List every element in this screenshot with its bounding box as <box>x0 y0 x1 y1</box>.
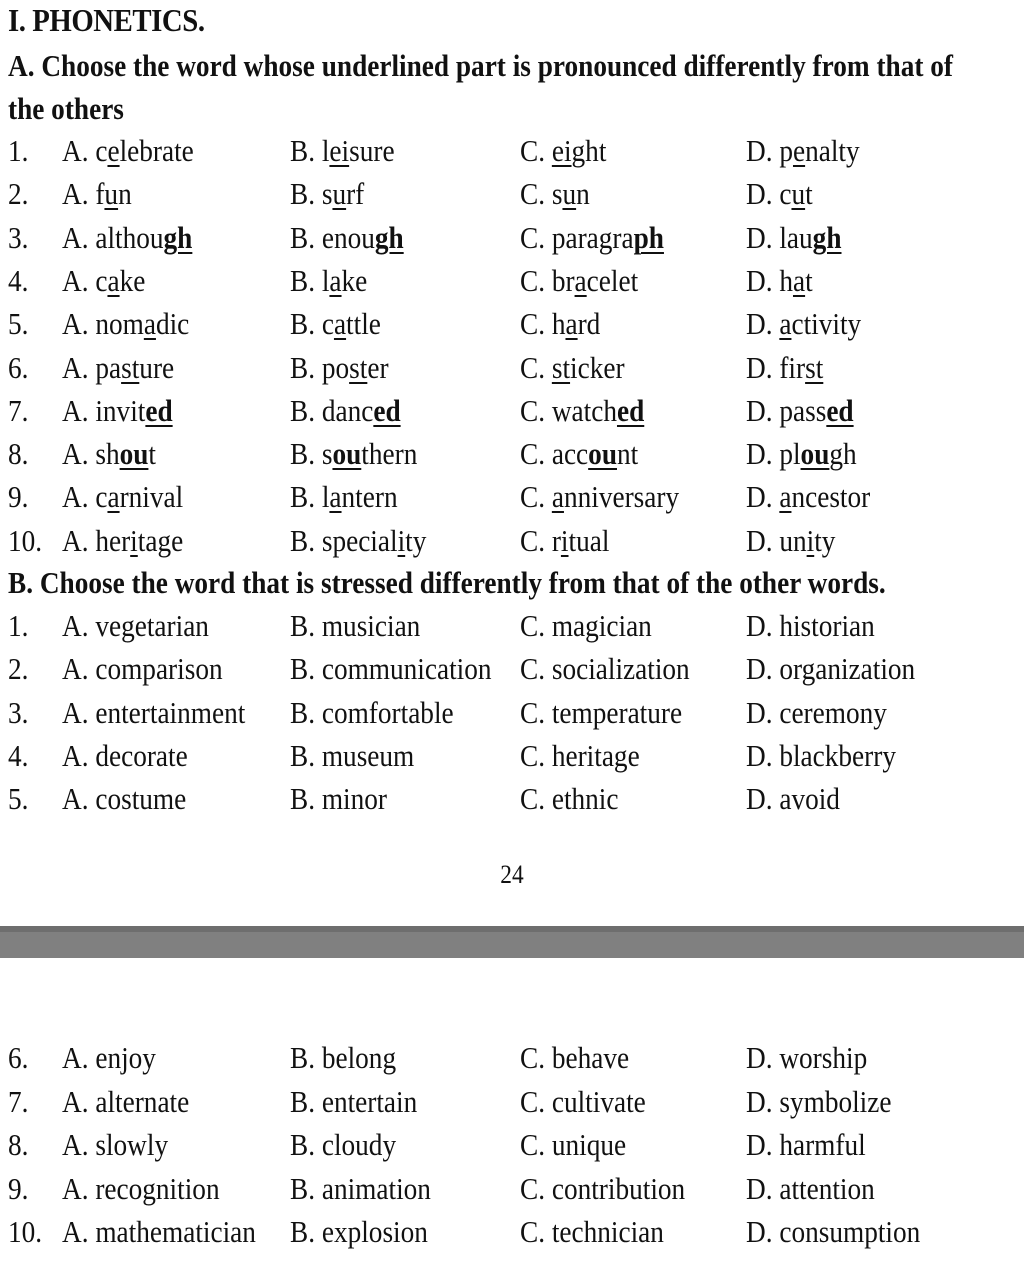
underlined-part: gh <box>812 219 842 255</box>
underlined-part: i <box>560 522 569 558</box>
answer-option: C. cultivate <box>520 1083 646 1119</box>
answer-option: B. cattle <box>290 306 381 342</box>
question-row <box>0 1211 1024 1253</box>
answer-option: C. bracelet <box>520 262 639 298</box>
question-number: 9. <box>8 1170 29 1206</box>
underlined-part: a <box>792 262 806 298</box>
answer-option: C. technician <box>520 1214 664 1250</box>
question-row <box>0 520 1024 562</box>
underlined-part: ou <box>332 436 362 472</box>
page-divider <box>0 926 1024 958</box>
answer-option: C. behave <box>520 1040 630 1075</box>
answer-option: C. socialization <box>520 651 690 687</box>
answer-option: C. sticker <box>520 349 625 385</box>
question-number: 6. <box>8 349 29 385</box>
answer-option: D. harmful <box>746 1127 866 1163</box>
answer-option: C. magician <box>520 608 652 643</box>
answer-option: D. first <box>746 349 824 385</box>
question-number: 5. <box>8 306 29 342</box>
answer-option: C. anniversary <box>520 479 680 515</box>
answer-option: C. ritual <box>520 522 610 558</box>
underlined-part: a <box>574 262 587 298</box>
underlined-part: ou <box>588 436 617 472</box>
underlined-part: e <box>792 133 806 168</box>
underlined-part: a <box>779 479 792 515</box>
underlined-part: ou <box>800 436 830 472</box>
question-number: 6. <box>8 1040 29 1075</box>
answer-option: A. celebrate <box>62 133 194 168</box>
answer-option: D. plough <box>746 436 857 472</box>
question-row <box>0 648 1024 690</box>
question-row <box>0 173 1024 215</box>
question-number: 9. <box>8 479 29 515</box>
answer-option: C. contribution <box>520 1170 686 1206</box>
question-number: 2. <box>8 176 29 212</box>
answer-option: D. attention <box>746 1170 875 1206</box>
answer-option: B. musician <box>290 608 421 643</box>
underlined-part: gh <box>163 219 193 255</box>
underlined-part: st <box>551 349 571 385</box>
answer-option: B. explosion <box>290 1214 428 1250</box>
answer-option: D. symbolize <box>746 1083 892 1119</box>
answer-option: B. speciality <box>290 522 427 558</box>
underlined-part: a <box>551 479 564 515</box>
answer-option: B. communication <box>290 651 492 687</box>
answer-option: C. sun <box>520 176 590 212</box>
answer-option: B. museum <box>290 737 415 773</box>
underlined-part: a <box>107 479 120 515</box>
underlined-part: i <box>397 522 406 558</box>
answer-option: A. shout <box>62 436 157 472</box>
question-row <box>0 260 1024 302</box>
underlined-part: a <box>565 306 578 342</box>
question-row <box>0 605 1024 647</box>
answer-option: D. activity <box>746 306 862 342</box>
section-title: I. PHONETICS. <box>8 2 205 38</box>
answer-option: C. watched <box>520 392 645 428</box>
answer-option: B. southern <box>290 436 418 472</box>
question-row <box>0 1168 1024 1210</box>
answer-option: A. heritage <box>62 522 184 558</box>
question-number: 3. <box>8 219 29 255</box>
answer-option: A. entertainment <box>62 694 246 730</box>
underlined-part: e <box>107 133 120 168</box>
answer-option: D. laugh <box>746 219 842 255</box>
answer-option: C. temperature <box>520 694 683 730</box>
underlined-part: a <box>143 306 156 342</box>
answer-option: B. animation <box>290 1170 431 1206</box>
answer-option: B. leisure <box>290 133 395 168</box>
question-row <box>0 1037 1024 1079</box>
answer-option: D. ceremony <box>746 694 887 730</box>
underlined-part: u <box>332 176 347 212</box>
answer-option: B. belong <box>290 1040 397 1075</box>
question-number: 8. <box>8 1127 29 1163</box>
answer-option: B. poster <box>290 349 389 385</box>
answer-option: B. enough <box>290 219 404 255</box>
answer-option: A. fun <box>62 176 132 212</box>
answer-option: A. comparison <box>62 651 223 687</box>
question-number: 3. <box>8 694 29 730</box>
underlined-part: a <box>333 306 347 342</box>
answer-option: C. paragraph <box>520 219 664 255</box>
answer-option: C. eight <box>520 133 607 168</box>
answer-option: C. account <box>520 436 639 472</box>
answer-option: B. entertain <box>290 1083 418 1119</box>
answer-option: D. penalty <box>746 133 860 168</box>
answer-option: D. cut <box>746 176 813 212</box>
answer-option: A. although <box>62 219 193 255</box>
answer-option: C. heritage <box>520 737 640 773</box>
question-row <box>0 692 1024 734</box>
underlined-part: a <box>329 262 342 298</box>
answer-option: A. vegetarian <box>62 608 209 643</box>
answer-option: D. worship <box>746 1040 868 1075</box>
question-number: 10. <box>8 522 43 558</box>
underlined-part: i <box>130 522 138 558</box>
underlined-part: st <box>121 349 140 385</box>
underlined-part: a <box>779 306 792 342</box>
answer-option: C. hard <box>520 306 601 342</box>
question-row <box>0 735 1024 777</box>
answer-option: A. costume <box>62 781 187 817</box>
underlined-part: a <box>329 479 342 515</box>
answer-option: A. slowly <box>62 1127 169 1163</box>
question-number: 1. <box>8 608 29 643</box>
answer-option: D. passed <box>746 392 854 428</box>
question-number: 7. <box>8 392 29 428</box>
underlined-part: a <box>107 262 120 298</box>
answer-option: A. decorate <box>62 737 188 773</box>
question-row <box>0 217 1024 259</box>
underlined-part: ou <box>119 436 149 472</box>
answer-option: A. cake <box>62 262 146 298</box>
answer-option: D. organization <box>746 651 916 687</box>
page-number: 24 <box>500 860 524 889</box>
question-number: 4. <box>8 262 29 298</box>
underlined-part: ed <box>373 392 401 428</box>
underlined-part: ei <box>329 133 350 168</box>
answer-option: B. surf <box>290 176 365 212</box>
question-row <box>0 303 1024 345</box>
underlined-part: st <box>805 349 824 385</box>
answer-option: D. avoid <box>746 781 840 817</box>
underlined-part: ed <box>145 392 173 428</box>
part-a-instruction: A. Choose the word whose underlined part is pronounced differently from that of the others <box>8 48 953 126</box>
question-row <box>0 778 1024 820</box>
answer-option: A. invited <box>62 392 173 428</box>
answer-option: A. enjoy <box>62 1040 156 1075</box>
underlined-part: gh <box>374 219 404 255</box>
question-row <box>0 390 1024 432</box>
underlined-part: ed <box>616 392 645 428</box>
answer-option: D. historian <box>746 608 875 643</box>
answer-option: A. nomadic <box>62 306 190 342</box>
answer-option: D. consumption <box>746 1214 921 1250</box>
underlined-part: i <box>806 522 815 558</box>
question-number: 8. <box>8 436 29 472</box>
answer-option: B. lake <box>290 262 368 298</box>
question-number: 7. <box>8 1083 29 1119</box>
answer-option: C. ethnic <box>520 781 619 817</box>
answer-option: A. alternate <box>62 1083 190 1119</box>
underlined-part: ph <box>633 219 664 255</box>
answer-option: A. pasture <box>62 349 175 385</box>
question-number: 10. <box>8 1214 43 1250</box>
answer-option: B. cloudy <box>290 1127 397 1163</box>
underlined-part: u <box>562 176 577 212</box>
underlined-part: ed <box>826 392 854 428</box>
answer-option: B. danced <box>290 392 401 428</box>
question-row <box>0 1124 1024 1166</box>
underlined-part: u <box>791 176 806 212</box>
answer-option: B. minor <box>290 781 388 817</box>
answer-option: D. ancestor <box>746 479 871 515</box>
part-b-instruction: B. Choose the word that is stressed differently from that of the other words. <box>8 565 886 600</box>
underlined-part: u <box>104 176 119 212</box>
answer-option: B. lantern <box>290 479 398 515</box>
question-row <box>0 433 1024 475</box>
question-number: 5. <box>8 781 29 817</box>
question-row <box>0 130 1024 172</box>
question-number: 2. <box>8 651 29 687</box>
question-number: 4. <box>8 737 29 773</box>
underlined-part: ei <box>551 133 572 168</box>
answer-option: D. unity <box>746 522 836 558</box>
answer-option: D. blackberry <box>746 737 896 773</box>
question-row <box>0 476 1024 518</box>
answer-option: A. mathematician <box>62 1214 256 1250</box>
answer-option: B. comfortable <box>290 694 454 730</box>
answer-option: D. hat <box>746 262 813 298</box>
question-row <box>0 347 1024 389</box>
answer-option: A. carnival <box>62 479 184 515</box>
underlined-part: st <box>349 349 368 385</box>
question-row <box>0 1081 1024 1123</box>
answer-option: C. unique <box>520 1127 627 1163</box>
answer-option: A. recognition <box>62 1170 220 1206</box>
question-number: 1. <box>8 133 29 168</box>
